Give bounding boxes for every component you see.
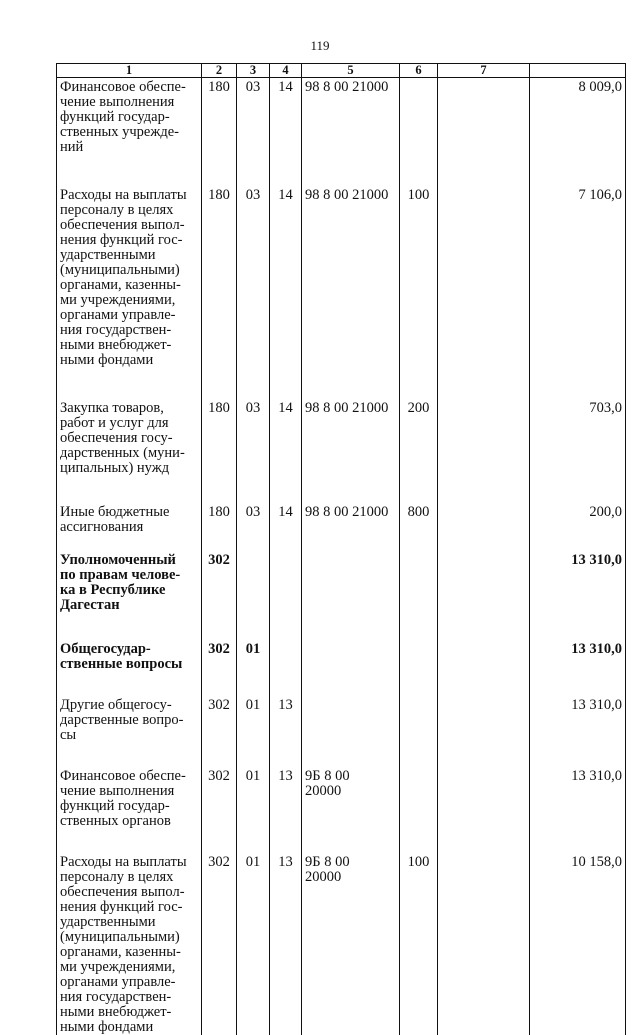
cell-subsection-code (270, 640, 302, 696)
cell-target-article: 9Б 8 00 20000 (302, 853, 400, 1035)
table-body (57, 78, 626, 1035)
cell-subsection-code: 14 (270, 186, 302, 399)
column-header-5: 5 (302, 64, 400, 78)
cell-amount: 10 158,0 (530, 853, 626, 1035)
cell-amount: 13 310,0 (530, 640, 626, 696)
cell-section-code: 03 (237, 186, 270, 399)
column-header-1: 1 (57, 64, 202, 78)
cell-section-code (237, 551, 270, 640)
cell-section-code: 01 (237, 640, 270, 696)
budget-table (56, 63, 626, 1035)
cell-chapter-code: 302 (202, 853, 237, 1035)
cell-expense-type: 100 (400, 186, 438, 399)
row-name: Уполномоченный по правам челове- ка в Республике Дагестан (57, 551, 202, 640)
cell-expense-type (400, 640, 438, 696)
row-name: Другие общегосу- дарственные вопро- сы (57, 696, 202, 767)
page-number: 119 (0, 38, 640, 54)
cell-amount: 7 106,0 (530, 186, 626, 399)
table-header-row (57, 64, 626, 78)
cell-target-article (302, 640, 400, 696)
cell-section-code: 03 (237, 503, 270, 551)
table-row (57, 399, 626, 503)
table-row (57, 78, 626, 187)
table-row (57, 696, 626, 767)
cell-amount: 8 009,0 (530, 78, 626, 187)
cell-chapter-code: 180 (202, 186, 237, 399)
cell-target-article: 98 8 00 21000 (302, 399, 400, 503)
column-header-2: 2 (202, 64, 237, 78)
cell-target-article: 98 8 00 21000 (302, 503, 400, 551)
cell-col7 (438, 853, 530, 1035)
table-row (57, 853, 626, 1035)
column-header-6: 6 (400, 64, 438, 78)
cell-chapter-code: 302 (202, 551, 237, 640)
cell-subsection-code: 13 (270, 853, 302, 1035)
row-name: Расходы на выплаты персоналу в целях обеспечения выпол- нения функций гос- ударственными (муниципальными) органами, казенны- ми учреждениями, органами управле- ния государствен- ными внебюджет- ными фондами (57, 853, 202, 1035)
cell-section-code: 01 (237, 696, 270, 767)
row-name: Финансовое обеспе- чение выполнения функций государ- ственных учрежде- ний (57, 78, 202, 187)
cell-col7 (438, 78, 530, 187)
cell-subsection-code (270, 551, 302, 640)
cell-amount: 13 310,0 (530, 551, 626, 640)
cell-col7 (438, 551, 530, 640)
cell-col7 (438, 696, 530, 767)
table-row (57, 640, 626, 696)
cell-target-article (302, 551, 400, 640)
table-row (57, 551, 626, 640)
cell-subsection-code: 14 (270, 503, 302, 551)
cell-col7 (438, 767, 530, 853)
cell-section-code: 03 (237, 78, 270, 187)
cell-amount: 200,0 (530, 503, 626, 551)
cell-chapter-code: 180 (202, 503, 237, 551)
cell-expense-type (400, 696, 438, 767)
cell-subsection-code: 14 (270, 78, 302, 187)
cell-subsection-code: 14 (270, 399, 302, 503)
row-name: Финансовое обеспе- чение выполнения функций государ- ственных органов (57, 767, 202, 853)
cell-section-code: 01 (237, 853, 270, 1035)
cell-expense-type (400, 767, 438, 853)
cell-target-article: 98 8 00 21000 (302, 78, 400, 187)
cell-expense-type: 200 (400, 399, 438, 503)
row-name: Общегосудар- ственные вопросы (57, 640, 202, 696)
cell-amount: 13 310,0 (530, 767, 626, 853)
column-header-3: 3 (237, 64, 270, 78)
cell-chapter-code: 180 (202, 78, 237, 187)
table-row (57, 503, 626, 551)
cell-chapter-code: 302 (202, 767, 237, 853)
row-name: Расходы на выплаты персоналу в целях обеспечения выпол- нения функций гос- ударственными (муниципальными) органами, казенны- ми учреждениями, органами управле- ния государствен- ными внебюджет- ными фондами (57, 186, 202, 399)
cell-subsection-code: 13 (270, 767, 302, 853)
table-row (57, 186, 626, 399)
cell-amount: 703,0 (530, 399, 626, 503)
cell-col7 (438, 640, 530, 696)
table-row (57, 767, 626, 853)
cell-section-code: 03 (237, 399, 270, 503)
cell-target-article: 98 8 00 21000 (302, 186, 400, 399)
column-header-4: 4 (270, 64, 302, 78)
column-header-8 (530, 64, 626, 78)
cell-expense-type: 100 (400, 853, 438, 1035)
cell-chapter-code: 302 (202, 696, 237, 767)
cell-subsection-code: 13 (270, 696, 302, 767)
row-name: Закупка товаров, работ и услуг для обеспечения госу- дарственных (муни- ципальных) нужд (57, 399, 202, 503)
cell-col7 (438, 399, 530, 503)
cell-expense-type: 800 (400, 503, 438, 551)
cell-target-article (302, 696, 400, 767)
cell-expense-type (400, 78, 438, 187)
cell-expense-type (400, 551, 438, 640)
cell-section-code: 01 (237, 767, 270, 853)
cell-amount: 13 310,0 (530, 696, 626, 767)
column-header-7: 7 (438, 64, 530, 78)
cell-col7 (438, 503, 530, 551)
row-name: Иные бюджетные ассигнования (57, 503, 202, 551)
cell-target-article: 9Б 8 00 20000 (302, 767, 400, 853)
cell-col7 (438, 186, 530, 399)
cell-chapter-code: 180 (202, 399, 237, 503)
cell-chapter-code: 302 (202, 640, 237, 696)
